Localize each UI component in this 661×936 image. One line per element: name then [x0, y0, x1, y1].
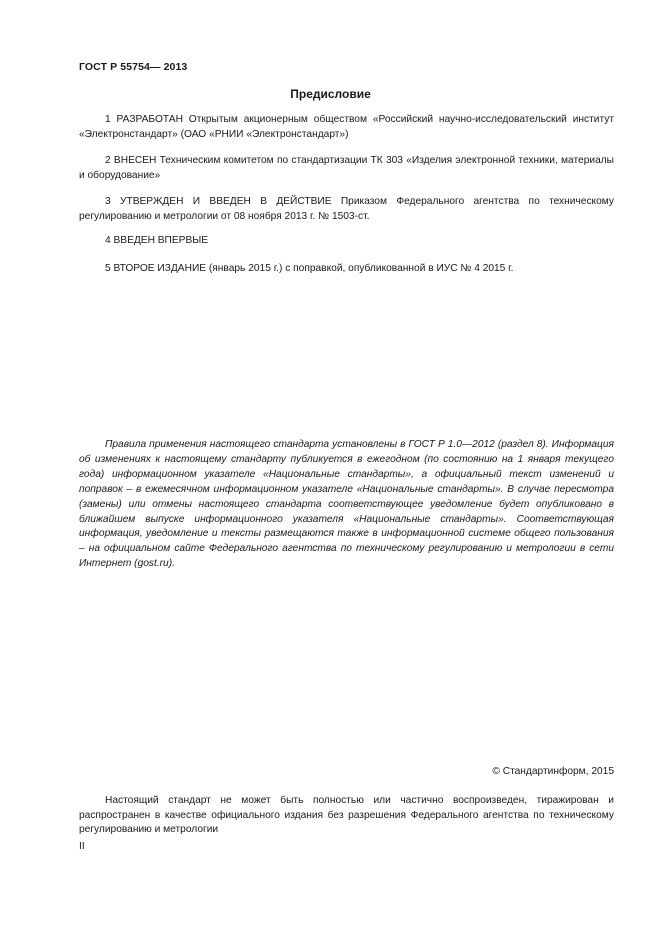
page-number: II	[79, 841, 85, 852]
paragraph-first-introduced: 4 ВВЕДЕН ВПЕРВЫЕ	[105, 235, 209, 246]
paragraph-developed-by: 1 РАЗРАБОТАН Открытым акционерным обществом «Российский научно-исследовательский институт «Электронстандарт» (ОАО «РНИИ «Электронстандарт»)	[79, 114, 614, 140]
page-title: Предисловие	[290, 87, 371, 101]
paragraph-introduced-by: 2 ВНЕСЕН Техническим комитетом по стандартизации ТК 303 «Изделия электронной техники, материалы и оборудование»	[79, 155, 614, 181]
copyright-line: © Стандартинформ, 2015	[492, 766, 614, 777]
paragraph-second-edition: 5 ВТОРОЕ ИЗДАНИЕ (январь 2015 г.) с поправкой, опубликованной в ИУС № 4 2015 г.	[105, 263, 514, 274]
paragraph-approved: 3 УТВЕРЖДЕН И ВВЕДЕН В ДЕЙСТВИЕ Приказом Федерального агентства по техническому регулированию и метрологии от 08 ноября 2013 г. № 1503-ст.	[79, 196, 614, 222]
application-rules-notice: Правила применения настоящего стандарта установлены в ГОСТ Р 1.0—2012 (раздел 8). Информация об изменениях к настоящему стандарту публикуется в ежегодном (по состоянию на 1 января текущего года) информационном указателе «Национальные стандарты», а официальный текст изменений и поправок – в ежемесячном информационном указателе «Национальные стандарты». В случае пересмотра (замены) или отмены настоящего стандарта соответствующее уведомление будет опубликовано в ближайшем выпуске информационного указателя «Национальные стандарты». Соответствующая информация, уведомление и тексты размещаются также в информационной системе общего пользования – на официальном сайте Федерального агентства по техническому регулированию и метрологии в сети Интернет (gost.ru).	[79, 439, 614, 570]
document-code: ГОСТ Р 55754— 2013	[79, 61, 188, 73]
legal-notice: Настоящий стандарт не может быть полностью или частично воспроизведен, тиражирован и распространен в качестве официального издания без разрешения Федерального агентства по техническому регулированию и метрологии	[79, 795, 614, 835]
